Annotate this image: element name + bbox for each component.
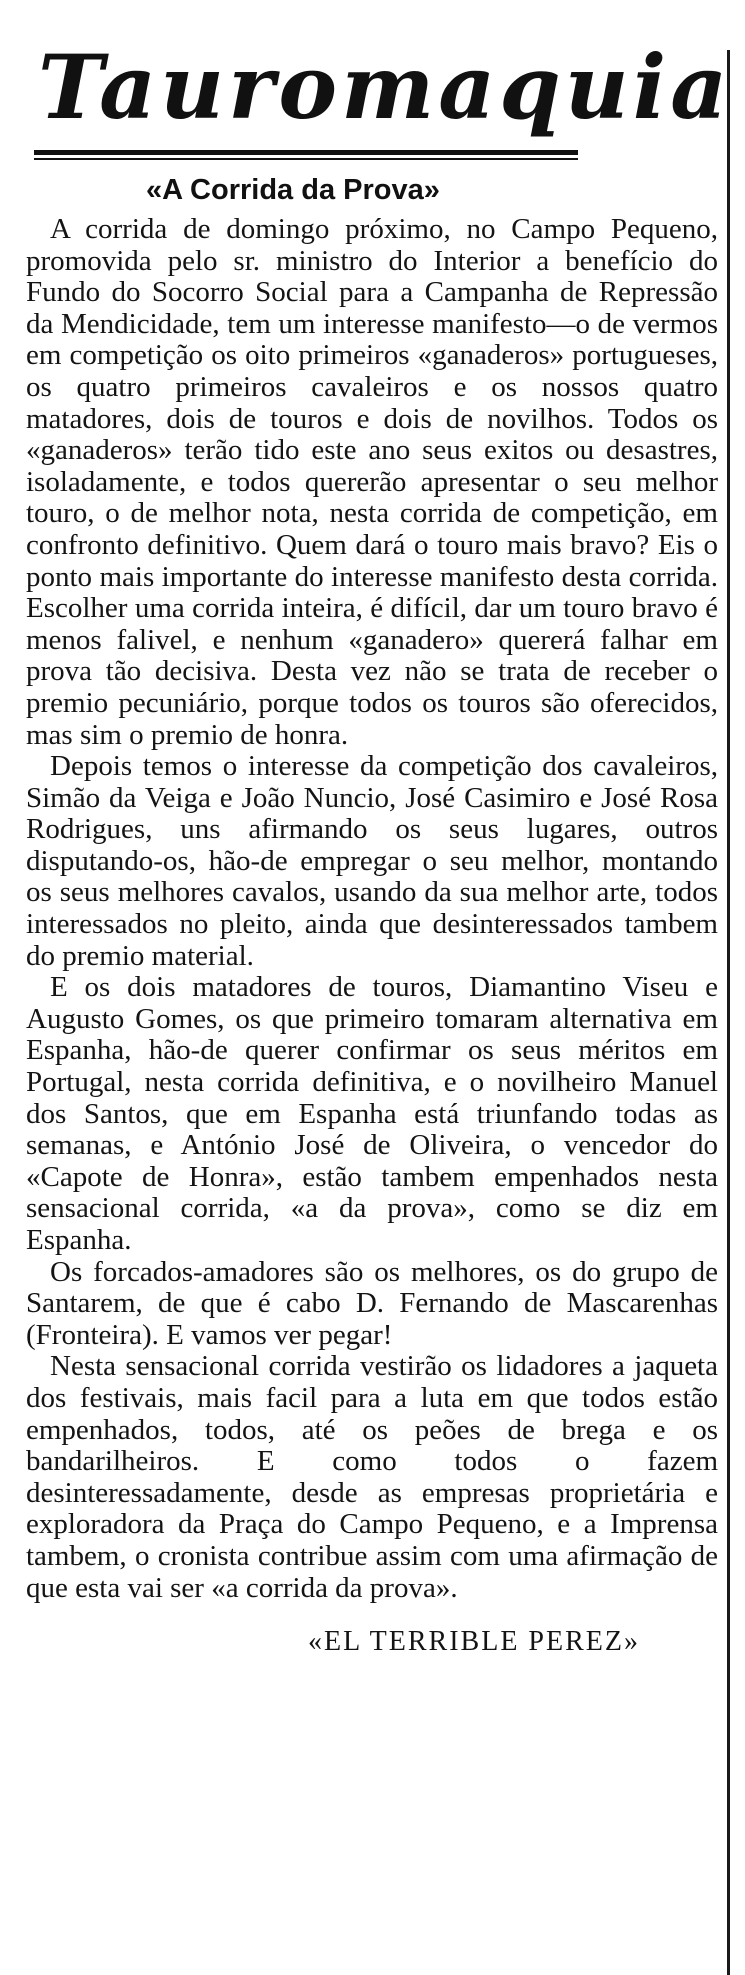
title-underline-thick [34, 150, 578, 155]
article-column [26, 28, 732, 1658]
column-rule-right [727, 50, 730, 1975]
paragraph-3: E os dois matadores de touros, Diamantino Viseu e Augusto Gomes, os que primeiro tomaram alternativa em Espanha, hão-de querer confirmar os seus méritos em Portugal, nesta corrida definitiva, e o novilheiro Manuel dos Santos, que em Espanha está triunfando todas as semanas, e António José de Oliveira, o vencedor do «Capote de Honra», estão tambem empenhados nesta sensacional corrida, «a da prova», como se diz em Espanha. [26, 971, 718, 1256]
author-signature: «EL TERRIBLE PEREZ» [308, 1626, 640, 1658]
section-title: Tauromaquia [38, 35, 732, 139]
paragraph-5: Nesta sensacional corrida vestirão os lidadores a jaqueta dos festivais, mais facil para a luta em que todos estão empenhados, todos, até os peões de brega e os bandarilheiros. E como todos o fazem desinteressadamente, desde as empresas proprietária e exploradora da Praça do Campo Pequeno, e a Imprensa tambem, o cronista contribue assim com uma afirmação de que esta vai ser «a corrida da prova». [26, 1350, 718, 1604]
title-underline-thin [34, 158, 578, 160]
paragraph-2: Depois temos o interesse da competição dos cavaleiros, Simão da Veiga e João Nuncio, José Casimiro e José Rosa Rodrigues, uns afirmando os seus lugares, outros disputando-os, hão-de empregar o seu melhor, montando os seus melhores cavalos, usando da sua melhor arte, todos interessados no pleito, ainda que desinteressados tambem do premio material. [26, 750, 718, 972]
paragraph-1: A corrida de domingo próximo, no Campo Pequeno, promovida pelo sr. ministro do Interior a benefício do Fundo do Socorro Social para a Campanha de Repressão da Mendicidade, tem um interesse manifesto—o de vermos em competição os oito primeiros «ganaderos» portugueses, os quatro primeiros cavaleiros e os nossos quatro matadores, dois de touros e dois de novilhos. Todos os «ganaderos» terão tido este ano seus exitos ou desastres, isoladamente, e todos quererão apresentar o seu melhor touro, o de melhor nota, nesta corrida de competição, em confronto definitivo. Quem dará o touro mais bravo? Eis o ponto mais importante do interesse manifesto desta corrida. Escolher uma corrida inteira, é difícil, dar um touro bravo é menos falivel, e nenhum «ganadero» quererá falhar em prova tão decisiva. Desta vez não se trata de receber o premio pecuniário, porque todos os touros são oferecidos, mas sim o premio de honra. [26, 213, 718, 751]
article-headline: «A Corrida da Prova» [146, 174, 440, 206]
paragraph-4: Os forcados-amadores são os melhores, os do grupo de Santarem, de que é cabo D. Fernando de Mascarenhas (Fronteira). E vamos ver pegar! [26, 1255, 718, 1351]
article-body [26, 214, 718, 1604]
